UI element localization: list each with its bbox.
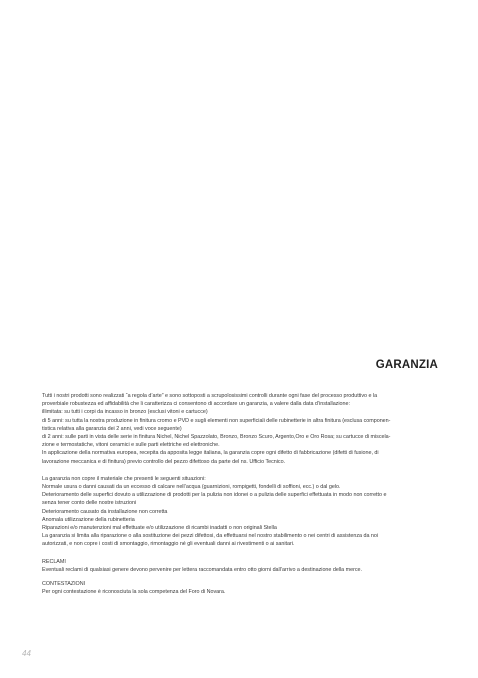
text-line: Normale usura o danni causati da un eccesso di calcare nell’acqua (guarnizioni, rompigetti, fondelli di soffioni, ecc.) o dal gelo. xyxy=(42,484,341,491)
text-line: Anomala utilizzazione della rubinetteria xyxy=(42,516,135,523)
text-line: La garanzia si limita alla riparazione o alla sostituzione dei pezzi difettosi, da effettuarsi nel nostro stabilimento o nei centri di assistenza da noi xyxy=(42,533,379,540)
text-line: proverbiale robustezza ed affidabilità che li caratterizza ci consentono di accordare un garanzia, a valere dalla data d’installazione: xyxy=(42,401,350,408)
text-line: lavorazione meccanica e di finitura) previo controllo del pezzo difettoso da parte del ns. Ufficio Tecnico. xyxy=(42,458,286,465)
text-line: senza tener conto delle nostre istruzioni xyxy=(42,500,137,507)
text-line: In applicazione della normativa europea, recepita da apposita legge italiana, la garanzia copre ogni difetto di fabbricazione (difetti di fusione, di xyxy=(42,450,379,457)
section-heading: CONTESTAZIONI xyxy=(42,581,86,588)
text-line: Deterioramento delle superfici dovuto a utilizzazione di prodotti per la pulizia non idonei o a pulizia delle superfici effettuata in modo non corretto e xyxy=(42,492,387,499)
text-line: Per ogni contestazione è riconosciuta la sola competenza del Foro di Novara. xyxy=(42,589,226,596)
page-number: 44 xyxy=(22,649,31,658)
warranty-text xyxy=(42,392,442,605)
text-line: Tutti i nostri prodotti sono realizzati “a regola d’arte” e sono sottoposti a scrupolosissimi controlli durante ogni fase del processo produttivo e la xyxy=(42,393,378,399)
exclusions-section xyxy=(42,475,442,549)
text-line: tistica relativa alla garanzia dei 2 anni, vedi voce seguente) xyxy=(42,425,182,432)
text-line: di 5 anni: su tutta la nostra produzione in finitura cromo e PVD e sugli elementi non superficiali delle rubinetterie in altra finitura (esclusa componen- xyxy=(42,417,391,424)
text-line: Eventuali reclami di qualsiasi genere devono pervenire per lettera raccomandata entro otto giorni dall’arrivo a destinazione della merce. xyxy=(42,566,362,573)
reclami-section xyxy=(42,558,442,574)
text-line: Riparazioni e/o manutenzioni mal effettuate e/o utilizzazione di ricambi inadatti o non originali Stella xyxy=(42,525,277,532)
text-line: autorizzati, e non copre i costi di smontaggio, rimontaggio né gli eventuali danni ai rivestimenti o ai sanitari. xyxy=(42,541,295,548)
text-line: La garanzia non copre il materiale che presenti le seguenti situazioni: xyxy=(42,475,206,482)
text-line: zione e termostatiche, vitoni ceramici e sulle parti elettriche ed elettroniche. xyxy=(42,442,220,449)
text-line: Deterioramento causato da installazione non corretta xyxy=(42,508,168,515)
text-line: di 2 anni: sulle parti in vista delle serie in finitura Nichel, Nichel Spazzolato, Bronzo, Bronzo Scuro, Argento,Oro e Oro Rosa; su cartucce di miscela- xyxy=(42,434,391,441)
intro-section xyxy=(42,392,442,466)
text-line: illimitata: su tutti i corpi da incasso in bronzo (esclusi vitoni e cartucce) xyxy=(42,409,208,416)
contestazioni-section xyxy=(42,580,442,596)
section-heading: RECLAMI xyxy=(42,558,66,565)
page-title: GARANZIA xyxy=(375,359,438,371)
